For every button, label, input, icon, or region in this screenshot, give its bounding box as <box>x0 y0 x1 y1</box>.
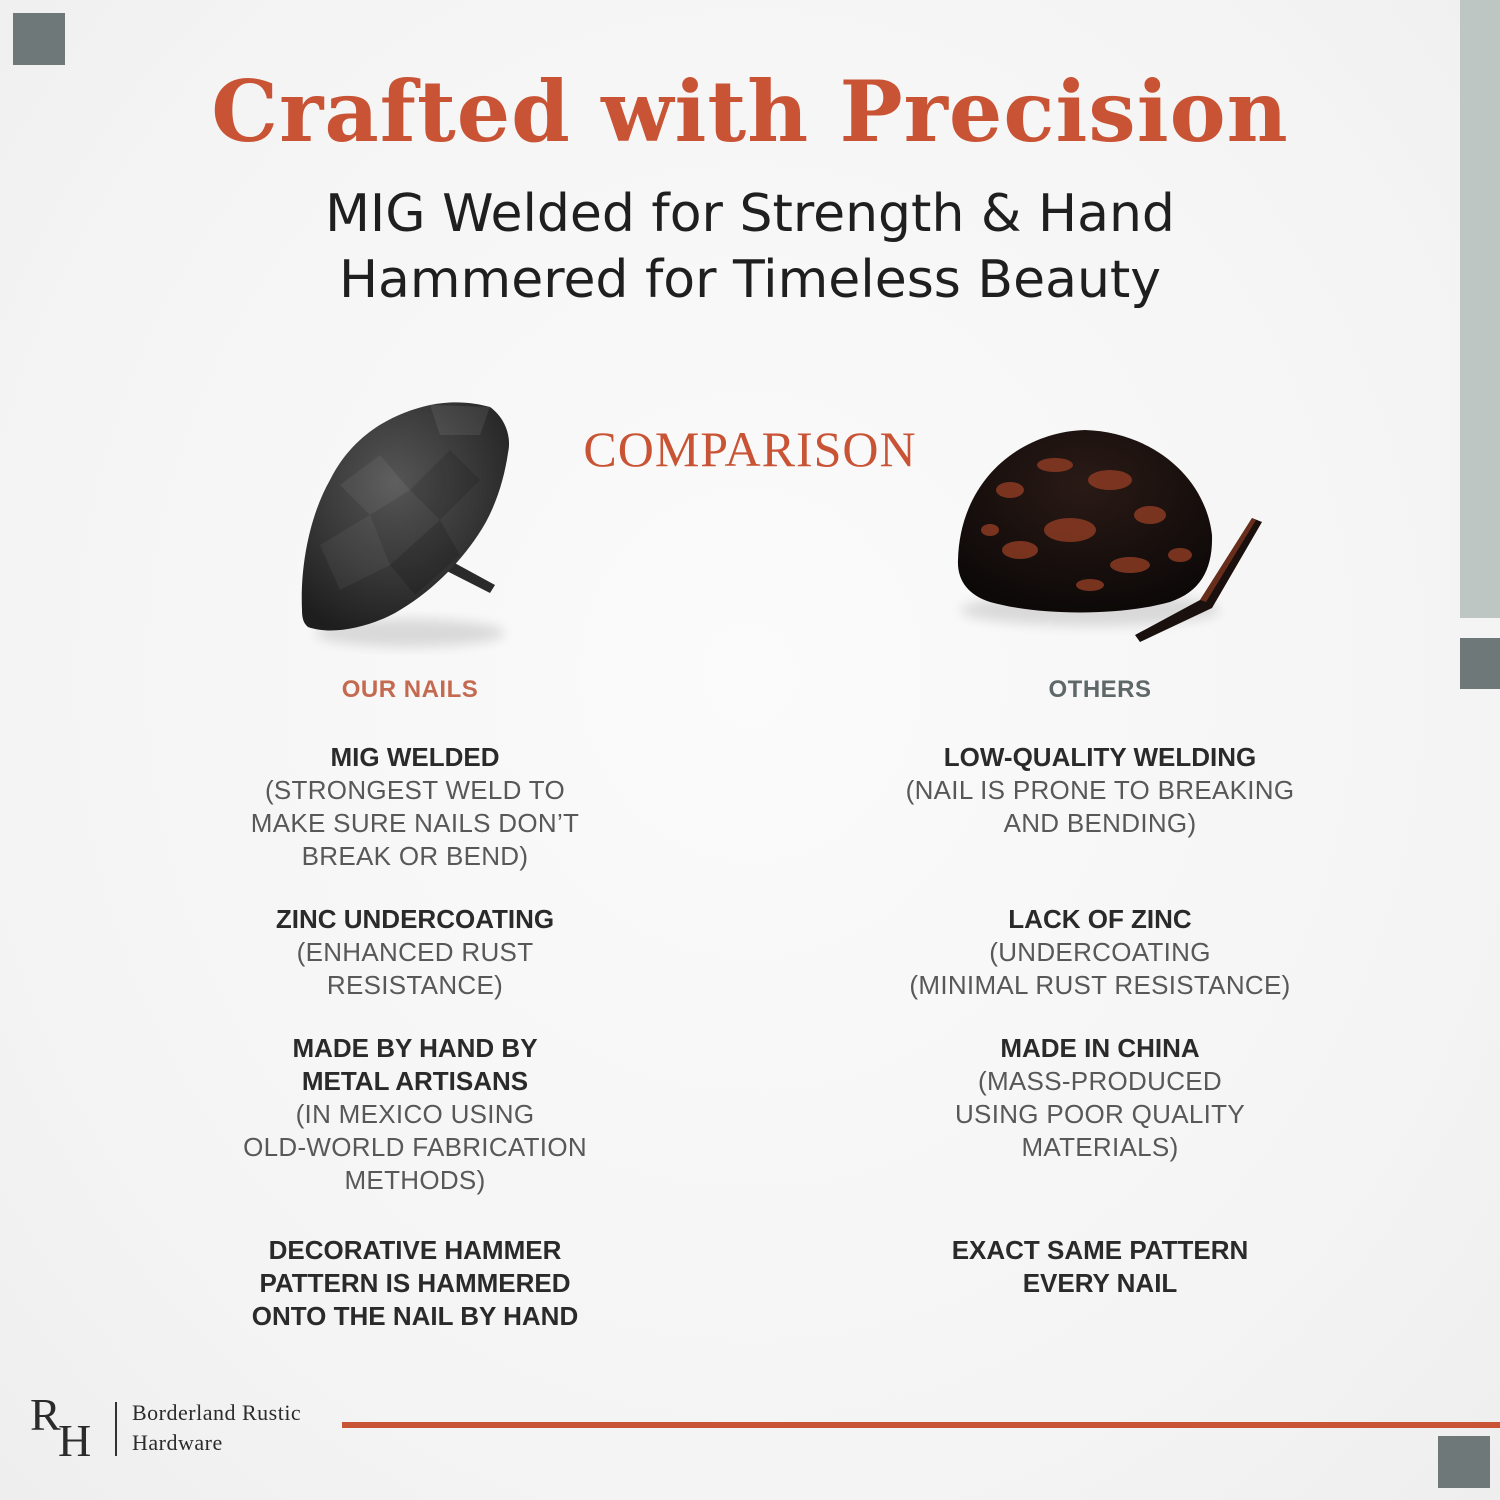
other-feature-zinc <box>895 903 1305 1002</box>
our-feature-pattern <box>215 1234 615 1333</box>
feature-detail: (IN MEXICO USING <box>295 1099 535 1129</box>
side-square <box>1460 638 1500 689</box>
feature-detail: RESISTANCE) <box>326 970 504 1000</box>
svg-text:R: R <box>30 1389 61 1440</box>
feature-detail: AND BENDING) <box>1003 808 1197 838</box>
other-feature-origin <box>895 1032 1305 1164</box>
feature-heading: EXACT SAME PATTERN <box>951 1235 1249 1265</box>
corner-square-top-left <box>13 13 65 65</box>
feature-heading: DECORATIVE HAMMER <box>268 1235 562 1265</box>
feature-heading: METAL ARTISANS <box>301 1066 529 1096</box>
other-feature-welding <box>895 741 1305 840</box>
feature-heading: PATTERN IS HAMMERED <box>259 1268 571 1298</box>
our-feature-zinc <box>215 903 615 1002</box>
feature-heading: EVERY NAIL <box>1022 1268 1178 1298</box>
page-title: Crafted with Precision <box>211 62 1289 161</box>
feature-detail: (MINIMAL RUST RESISTANCE) <box>909 970 1291 1000</box>
feature-heading: MADE IN CHINA <box>1000 1033 1200 1063</box>
feature-heading: ZINC UNDERCOATING <box>275 904 555 934</box>
brand-name-line-2: Hardware <box>132 1430 223 1455</box>
our-feature-welding <box>215 741 615 873</box>
brand-divider <box>115 1402 117 1456</box>
feature-detail: OLD-WORLD FABRICATION <box>243 1132 587 1162</box>
svg-text:H: H <box>58 1415 92 1462</box>
feature-heading: ONTO THE NAIL BY HAND <box>251 1301 579 1331</box>
other-feature-pattern <box>895 1234 1305 1300</box>
others-label: OTHERS <box>1048 676 1152 703</box>
our-nails-label: OUR NAILS <box>341 676 479 703</box>
feature-detail: BREAK OR BEND) <box>301 841 529 871</box>
feature-detail: (ENHANCED RUST <box>296 937 534 967</box>
feature-detail: (MASS-PRODUCED <box>978 1066 1222 1096</box>
comparison-heading: COMPARISON <box>583 421 917 477</box>
corner-square-bottom-right <box>1438 1436 1490 1488</box>
subtitle-line-1: MIG Welded for Strength & Hand <box>325 184 1175 244</box>
feature-detail: (STRONGEST WELD TO <box>264 775 566 805</box>
feature-detail: METHODS) <box>344 1165 486 1195</box>
feature-detail: (NAIL IS PRONE TO BREAKING <box>905 775 1295 805</box>
footer-accent-line <box>342 1422 1500 1428</box>
feature-heading: LACK OF ZINC <box>1008 904 1192 934</box>
feature-detail: MAKE SURE NAILS DON’T <box>250 808 580 838</box>
feature-heading: LOW-QUALITY WELDING <box>943 742 1257 772</box>
our-feature-origin <box>215 1032 615 1197</box>
feature-detail: MATERIALS) <box>1021 1132 1179 1162</box>
subtitle-line-2: Hammered for Timeless Beauty <box>338 250 1162 310</box>
other-nail-icon <box>950 420 1270 650</box>
brand-name-line-1: Borderland Rustic <box>132 1400 302 1425</box>
our-nail-icon <box>290 395 530 655</box>
brand-monogram-logo <box>28 1386 108 1462</box>
feature-heading: MADE BY HAND BY <box>292 1033 538 1063</box>
feature-detail: USING POOR QUALITY <box>954 1099 1245 1129</box>
feature-heading: MIG WELDED <box>330 742 500 772</box>
brand-name <box>132 1398 332 1458</box>
feature-detail: (UNDERCOATING <box>989 937 1211 967</box>
